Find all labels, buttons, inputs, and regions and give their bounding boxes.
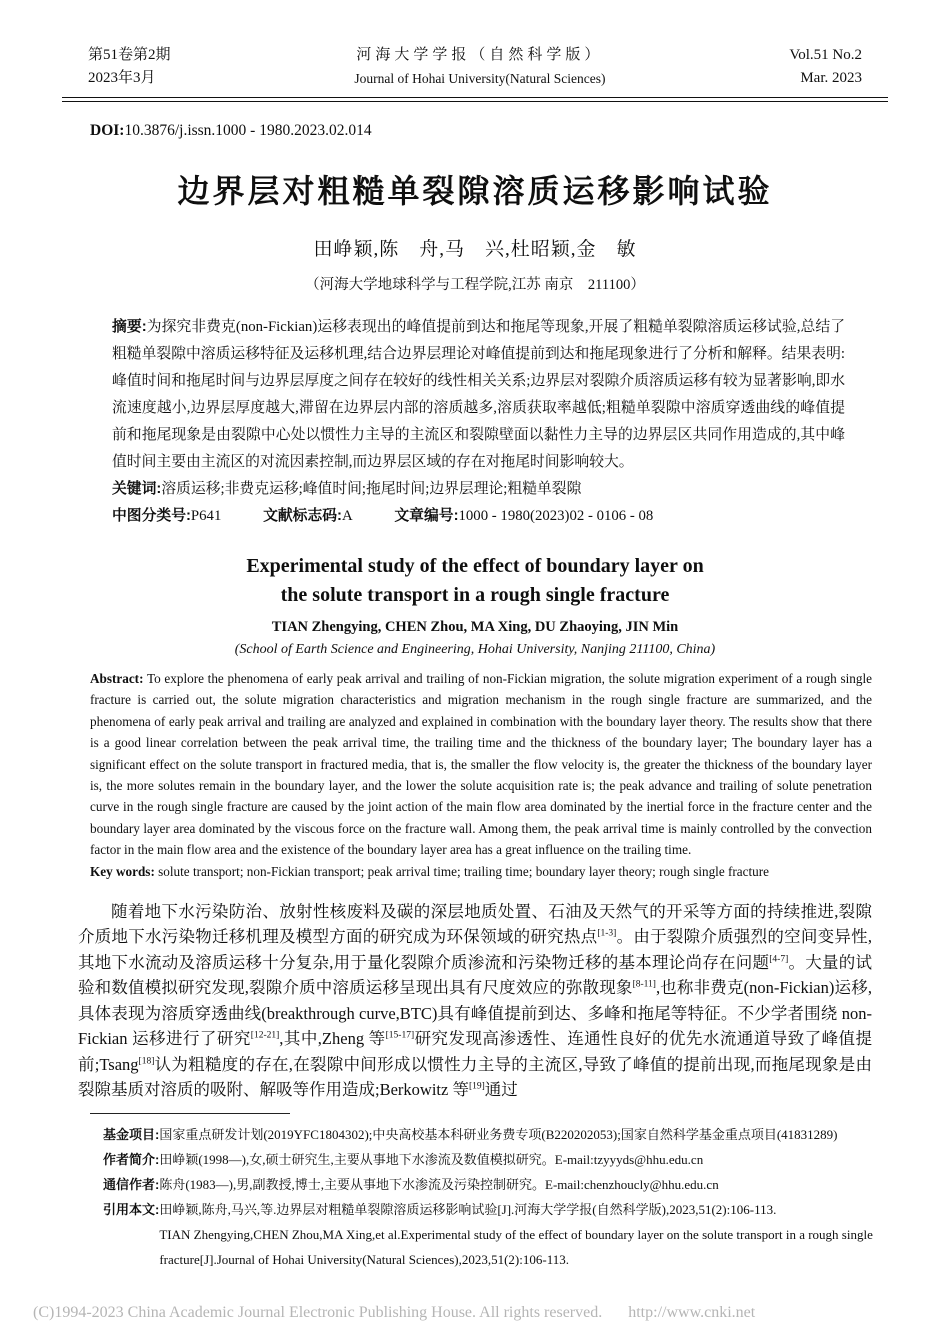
footnote-citation-body [159,1197,888,1272]
footnote-corresponding [103,1172,888,1197]
abstract-cn-label: 摘要: [112,319,147,335]
article-id-label: 文章编号: [394,508,459,524]
journal-issue-en: Vol.51 No.2 [789,47,862,63]
keywords-en [90,861,872,882]
footnote-fund-text: 国家重点研发计划(2019YFC1804302);中央高校基本科研业务费专项(B220202053);国家自然科学基金重点项目(41831289) [159,1127,838,1143]
footnote-author-bio-label: 作者简介: [103,1152,160,1168]
footnotes [103,1122,888,1272]
clc-label: 中图分类号: [112,508,191,524]
doi-value: 10.3876/j.issn.1000 - 1980.2023.02.014 [124,122,372,139]
article-title-cn: 边界层对粗糙单裂隙溶质运移影响试验 [177,173,773,209]
keywords-en-label: Key words: [90,863,155,879]
footnote-corresponding-text: 陈舟(1983—),男,副教授,博士,主要从事地下水渗流及污染控制研究。E-mail:chenzhoucly@hhu.edu.cn [159,1177,719,1193]
article-id [394,508,653,524]
journal-date-cn: 2023年3月 [88,70,156,86]
article-id-value: 1000 - 1980(2023)02 - 0106 - 08 [458,508,654,524]
doi-label: DOI: [90,122,125,139]
footnote-author-bio [103,1147,888,1172]
journal-vol-block [789,44,862,90]
footnote-fund-label: 基金项目: [103,1127,160,1143]
footnote-divider [90,1113,290,1114]
footnote-citation-label: 引用本文: [103,1202,160,1218]
document-code [263,508,353,524]
document-code-value: A [341,508,353,524]
footnote-citation-en: TIAN Zhengying,CHEN Zhou,MA Xing,et al.Experimental study of the effect of boundary layer on the solute transport in a rough single fracture[J].Journal of Hohai University(Natural Sciences),2023,51(2):106-113. [159,1227,873,1268]
footnote-corresponding-label: 通信作者: [103,1177,160,1193]
cnki-url: http://www.cnki.net [628,1304,756,1321]
footnote-citation-cn: 田峥颖,陈舟,马兴,等.边界层对粗糙单裂隙溶质运移影响试验[J].河海大学学报(自然科学版),2023,51(2):106-113. [159,1202,777,1218]
journal-name-en: Journal of Hohai University(Natural Sciences) [354,71,606,86]
keywords-cn-text: 溶质运移;非费克运移;峰值时间;拖尾时间;边界层理论;粗糙单裂隙 [161,481,582,497]
abstract-en [90,668,872,861]
footnote-author-bio-text: 田峥颖(1998—),女,硕士研究生,主要从事地下水渗流及数值模拟研究。E-mail:tzyyyds@hhu.edu.cn [159,1152,704,1168]
clc-value: P641 [190,508,222,524]
footnote-fund [103,1122,888,1147]
journal-name-cn: 河海大学学报（自然科学版） [356,47,604,63]
journal-header [62,44,888,90]
journal-name-block [171,44,790,90]
clc-number [112,508,221,524]
cnki-copyright [33,1304,755,1322]
article-title-en-line1: Experimental study of the effect of boundary layer on [246,555,704,577]
authors-en: TIAN Zhengying, CHEN Zhou, MA Xing, DU Zhaoying, JIN Min [271,619,679,635]
article-title-en-line2: the solute transport in a rough single fracture [280,584,670,606]
classification-line [112,503,845,530]
affiliation-cn: （河海大学地球科学与工程学院,江苏 南京 211100） [305,277,645,293]
abstract-en-text: To explore the phenomena of early peak arrival and trailing of non-Fickian migration, the solute migration experiment of a rough single fracture is carried out, the solute migration characteristics and migration mechanism in the rough single fracture are summarized, and the phenomena of early peak arrival and trailing are analyzed and explained in combination with the boundary layer theory. The results show that there is a good linear correlation between the peak arrival time, the trailing time and the thickness of the boundary layer; The boundary layer has a significant effect on the solute transport in fractured media, that is, the smaller the flow velocity is, the greater the thickness of the boundary layer is, the more solutes remain in the boundary layer, and the lower the solute acquisition rate is; the peak advance and trailing of solute penetration curve in the rough single fracture are caused by the joint action of the main flow area dominated by the inertial force in the fracture center and the boundary layer area dominated by the viscous force on the fracture wall. Among them, the peak arrival time is mainly controlled by the convection factor in the main flow area and the existence of the boundary layer area has a great influence on the trailing time. [90,671,872,858]
header-divider [62,97,888,102]
document-code-label: 文献标志码: [263,508,342,524]
footnote-citation [103,1197,888,1272]
keywords-cn-label: 关键词: [112,481,162,497]
copyright-text: (C)1994-2023 China Academic Journal Electronic Publishing House. All rights reserved. [33,1304,603,1321]
abstract-cn-text: 为探究非费克(non-Fickian)运移表现出的峰值提前到达和拖尾等现象,开展了粗糙单裂隙溶质运移试验,总结了粗糙单裂隙中溶质运移特征及运移机理,结合边界层理论对峰值提前到达和拖尾现象进行了分析和解释。结果表明:峰值时间和拖尾时间与边界层厚度之间存在较好的线性相关关系;边界层对裂隙介质溶质运移有较为显著影响,即水流速度越小,边界层厚度越大,滞留在边界层内部的溶质越多,溶质获取率越低;粗糙单裂隙中溶质穿透曲线的峰值提前和拖尾现象是由裂隙中心处以惯性力主导的主流区和裂隙壁面以黏性力主导的边界层区共同作用造成的,其中峰值时间主要由主流区的对流因素控制,而边界层区域的存在对拖尾时间影响较大。 [112,319,845,470]
abstract-en-label: Abstract: [90,671,144,686]
article-title-en [62,552,888,610]
journal-date-en: Mar. 2023 [800,70,862,86]
doi-line [90,122,888,140]
abstract-cn [112,314,845,476]
journal-issue-cn: 第51卷第2期 [88,47,171,63]
journal-issue-block [88,44,171,90]
body-paragraph-1: 随着地下水污染防治、放射性核废料及碳的深层地质处置、石油及天然气的开采等方面的持续推进,裂隙介质地下水污染物迁移机理及模型方面的研究成为环保领域的研究热点[1-3]。由于裂隙介质强烈的空间变异性,其地下水流动及溶质运移十分复杂,用于量化裂隙介质渗流和污染物迁移的基本理论尚存在问题[4-7]。大量的试验和数值模拟研究发现,裂隙介质中溶质运移呈现出具有尺度效应的弥散现象[8-11],也称非费克(non-Fickian)运移,具体表现为溶质穿透曲线(breakthrough curve,BTC)具有峰值提前到达、多峰和拖尾等特征。不少学者围绕 non-Fickian 运移进行了研究[12-21],其中,Zheng 等[15-17]研究发现高渗透性、连通性良好的优先水流通道导致了峰值提前;Tsang[18]认为粗糙度的存在,在裂隙中间形成以惯性力主导的主流区,导致了峰值的提前出现,而拖尾现象是由裂隙基质对溶质的吸附、解吸等作用造成;Berkowitz 等[19]通过 [78,902,873,1099]
keywords-en-text: solute transport; non-Fickian transport; peak arrival time; trailing time; boundary layer theory; rough single fracture [154,863,769,879]
keywords-cn [112,476,845,503]
affiliation-en: (School of Earth Science and Engineering, Hohai University, Nanjing 211100, China) [234,642,716,657]
authors-cn: 田峥颖,陈 舟,马 兴,杜昭颖,金 敏 [313,239,637,260]
